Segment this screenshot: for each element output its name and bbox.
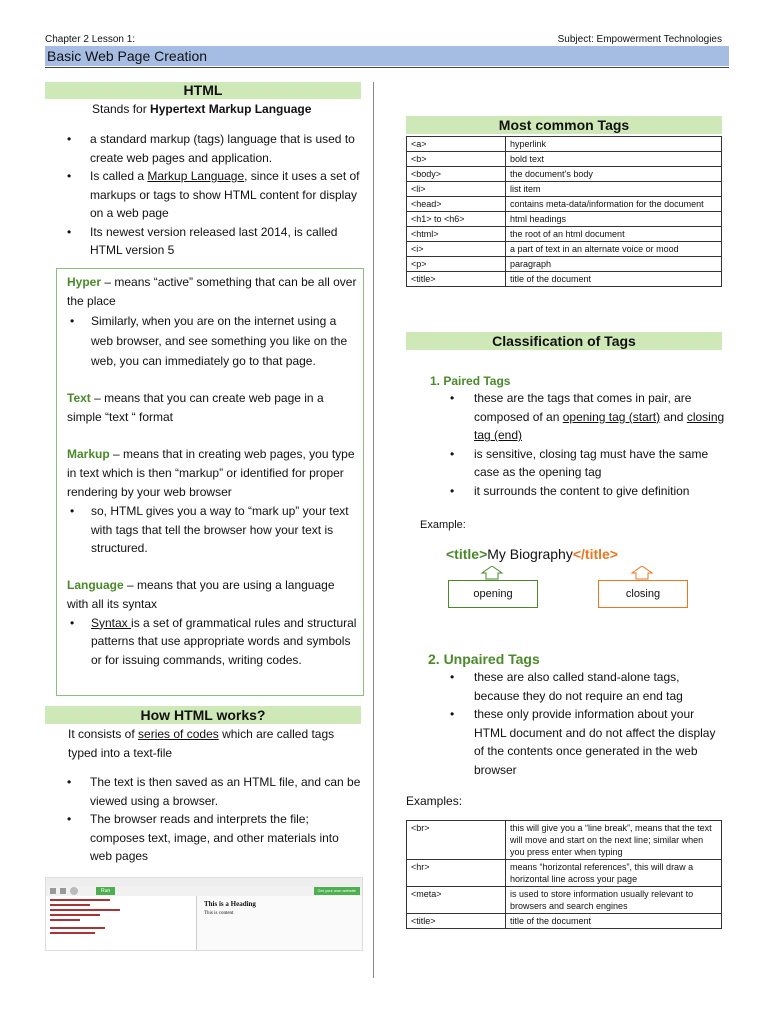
description-cell: bold text <box>506 152 722 167</box>
column-divider <box>373 82 374 978</box>
text: – means that in creating web pages, you type in text which is then “markup” or identified for proper rendering by your web browser <box>67 447 355 499</box>
title-divider <box>45 67 729 68</box>
description-cell: means “horizontal references”, this will draw a horizontal line across your page <box>506 860 722 887</box>
table-row <box>407 197 722 212</box>
common-tags-heading: Most common Tags <box>406 116 722 134</box>
preview-heading: This is a Heading <box>204 900 256 908</box>
demo-open-tag: <title> <box>446 546 488 562</box>
list-item <box>67 614 359 670</box>
text: these are the tags that comes in pair, are composed of an <box>474 391 692 424</box>
syntax-word: Syntax <box>91 615 132 630</box>
demo-line <box>446 546 618 562</box>
markup-term: Markup <box>67 447 110 461</box>
definition-box <box>56 268 364 696</box>
list-item: • so, HTML gives you a way to “mark up” your text with tags that tell the browser how your text is structured. <box>67 502 359 558</box>
closing-arrow <box>632 566 652 579</box>
text-def <box>67 389 359 427</box>
text: is a set of grammatical rules and structural patterns that use appropriate words and symbols or for issuing commands, writing codes. <box>91 615 357 667</box>
unpaired-tags-title: 2. Unpaired Tags <box>428 651 540 667</box>
page-title: Basic Web Page Creation <box>47 48 208 64</box>
stands-bold: Hypertext Markup Language <box>150 102 312 116</box>
text-term: Text <box>67 391 91 405</box>
paired-tag-diagram <box>420 540 720 610</box>
unpaired-tags-table <box>406 820 722 929</box>
hyper-def <box>67 273 359 311</box>
table-row <box>407 257 722 272</box>
tag-cell: <title> <box>407 272 506 287</box>
hyper-term: Hyper <box>67 275 102 289</box>
language-def <box>67 576 359 614</box>
list-item: • is sensitive, closing tag must have the same case as the opening tag <box>430 445 726 482</box>
tag-cell: <i> <box>407 242 506 257</box>
tag-cell: <head> <box>407 197 506 212</box>
tag-cell: <body> <box>407 167 506 182</box>
closing-tag-term: closing tag (end) <box>474 409 725 442</box>
subject-label: Subject: Empowerment Technologies <box>557 34 722 45</box>
markup-language-link: Markup Language <box>147 169 245 183</box>
description-cell: hyperlink <box>506 137 722 152</box>
description-cell: title of the document <box>506 272 722 287</box>
tag-cell: <title> <box>407 914 506 929</box>
description-cell: title of the document <box>506 914 722 929</box>
opening-arrow <box>482 566 502 579</box>
preview-paragraph: This is content <box>204 911 234 916</box>
text: It consists of <box>68 727 139 741</box>
table-row <box>407 821 722 860</box>
how-intro <box>68 725 358 763</box>
text: – means that you are using a language with all its syntax <box>67 577 335 611</box>
text: – means “active” something that can be all over the place <box>67 275 357 308</box>
table-row <box>407 914 722 929</box>
example-label: Example: <box>420 519 466 531</box>
table-row <box>407 152 722 167</box>
tag-cell: <h1> to <h6> <box>407 212 506 227</box>
paired-tags-title: 1. Paired Tags <box>430 374 511 388</box>
description-cell: html headings <box>506 212 722 227</box>
description-cell: this will give you a “line break”, means that the text will move and start on the next line; similar when you press enter when typing <box>506 821 722 860</box>
html-heading: HTML <box>45 82 361 99</box>
table-row <box>407 167 722 182</box>
list-item: • The text is then saved as an HTML file, and can be viewed using a browser. <box>45 773 361 810</box>
list-item: • these only provide information about your HTML document and do not affect the display of the contents once generated in the web browser <box>428 705 724 779</box>
editor-screenshot <box>45 877 363 951</box>
series-of-codes-link: series of codes <box>138 727 219 741</box>
list-item <box>45 167 361 223</box>
page-icon <box>60 888 66 894</box>
tag-cell: <a> <box>407 137 506 152</box>
description-cell: the document’s body <box>506 167 722 182</box>
opening-tag-term: opening tag (start) <box>562 409 661 424</box>
tag-cell: <hr> <box>407 860 506 887</box>
classification-heading: Classification of Tags <box>406 332 722 350</box>
description-cell: paragraph <box>506 257 722 272</box>
stands-for-line <box>92 100 311 119</box>
text: Is called a <box>90 169 148 183</box>
description-cell: the root of an html document <box>506 227 722 242</box>
text: , since it uses a set of markups or tags to show HTML content for display on a web page <box>90 169 360 220</box>
list-item: • Its newest version released last 2014, is called HTML version 5 <box>45 223 361 260</box>
get-website-button[interactable]: Get your own website <box>314 887 360 895</box>
examples-label: Examples: <box>406 794 463 808</box>
description-cell: list item <box>506 182 722 197</box>
table-row <box>407 860 722 887</box>
table-row <box>407 137 722 152</box>
stands-prefix: Stands for <box>92 102 151 116</box>
tag-cell: <b> <box>407 152 506 167</box>
list-item: • these are also called stand-alone tags, because they do not require an end tag <box>428 668 724 705</box>
html-bullets <box>45 130 361 260</box>
text: which are called tags typed into a text-file <box>68 727 335 760</box>
list-item: • Similarly, when you are on the internet using a web browser, and see something you like on the web, you can immediately go to that page. <box>67 311 359 371</box>
code-pane[interactable] <box>46 896 197 950</box>
list-item: • a standard markup (tags) language that is used to create web pages and application. <box>45 130 361 167</box>
tag-cell: <meta> <box>407 887 506 914</box>
description-cell: is used to store information usually relevant to browsers and search engines <box>506 887 722 914</box>
run-button[interactable]: Run <box>96 887 115 895</box>
menu-icon <box>50 888 56 894</box>
page-title-bar <box>45 46 729 66</box>
lesson-label: Chapter 2 Lesson 1: <box>45 34 136 45</box>
how-html-works-heading: How HTML works? <box>45 706 361 724</box>
tag-cell: <br> <box>407 821 506 860</box>
table-row <box>407 212 722 227</box>
language-term: Language <box>67 577 124 592</box>
paired-tags-section <box>430 373 726 500</box>
description-cell: contains meta-data/information for the document <box>506 197 722 212</box>
description-cell: a part of text in an alternate voice or mood <box>506 242 722 257</box>
common-tags-table <box>406 136 722 287</box>
callout-arrows <box>420 566 720 580</box>
list-item <box>430 389 726 445</box>
demo-close-tag: </title> <box>572 546 618 562</box>
table-row <box>407 272 722 287</box>
tag-cell: <html> <box>407 227 506 242</box>
unpaired-tags-section <box>428 650 724 779</box>
tag-cell: <li> <box>407 182 506 197</box>
screenshot-toolbar <box>46 886 362 896</box>
table-row <box>407 182 722 197</box>
demo-text: My Biography <box>487 546 573 562</box>
opening-box: opening <box>448 580 538 608</box>
markup-def <box>67 445 359 502</box>
table-row <box>407 227 722 242</box>
theme-icon <box>70 887 78 895</box>
list-item: • it surrounds the content to give definition <box>430 482 726 501</box>
list-item: • The browser reads and interprets the file; composes text, image, and other materials into web pages <box>45 810 361 866</box>
table-row <box>407 887 722 914</box>
text: – means that you can create web page in a simple “text “ format <box>67 391 324 424</box>
how-bullets <box>45 773 361 866</box>
tag-cell: <p> <box>407 257 506 272</box>
closing-box: closing <box>598 580 688 608</box>
table-row <box>407 242 722 257</box>
text: and <box>660 409 687 424</box>
